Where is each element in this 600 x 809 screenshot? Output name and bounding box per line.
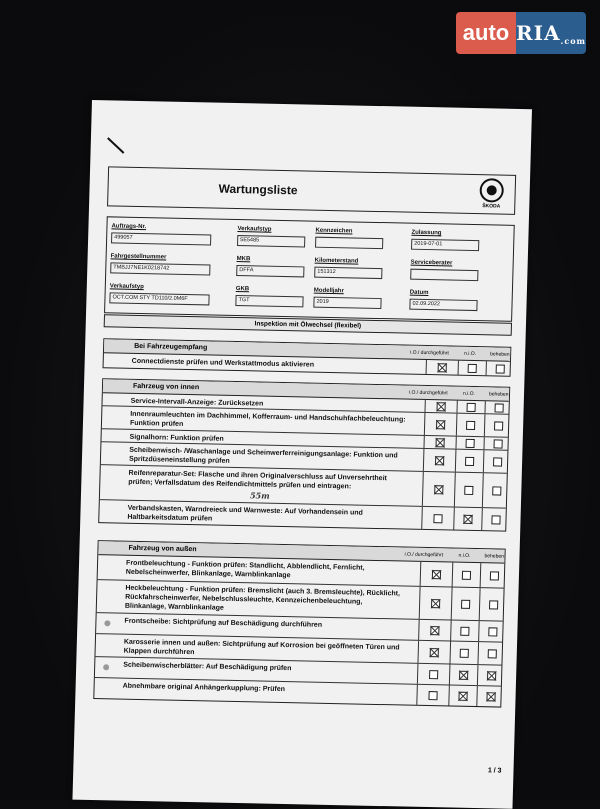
check-text: Karosserie innen und außen: Sichtprüfung auf Korrosion bei geöffneten Türen und Klappen durchführen <box>123 638 400 657</box>
column-divider <box>448 685 450 705</box>
info-label: Modelljahr <box>313 287 344 295</box>
column-divider <box>418 620 420 640</box>
bullet-icon <box>104 620 110 626</box>
column-divider <box>455 450 457 472</box>
info-value: 499057 <box>111 232 211 245</box>
column-header: i.O./ durchgeführt <box>404 551 444 559</box>
title-box <box>107 166 516 215</box>
column-divider <box>481 508 483 530</box>
ok-checkbox[interactable] <box>437 402 446 411</box>
maintenance-sheet <box>72 100 532 809</box>
check-text: Service-Intervall-Anzeige: Zurücksetzen <box>130 397 264 408</box>
check-text: Frontscheibe: Sichtprüfung auf Beschädigung durchführen <box>124 617 323 629</box>
fix-checkbox[interactable] <box>491 515 500 524</box>
fix-checkbox[interactable] <box>488 627 497 636</box>
ok-checkbox[interactable] <box>429 670 438 679</box>
column-divider <box>477 665 479 685</box>
ok-checkbox[interactable] <box>438 363 447 372</box>
check-text: Verbandskasten, Warndreieck und Warnweste: Auf Vorhandensein und Haltbarkeitsdatum prüfen <box>127 504 363 523</box>
info-value: DFFA <box>236 265 304 277</box>
section-1 <box>103 338 512 377</box>
order-info-grid <box>104 216 515 321</box>
check-text: Innenraumleuchten im Dachhimmel, Kofferraum- und Handschuhfachbeleuchtung: Funktion prüfen <box>129 410 406 428</box>
bullet-icon <box>103 664 109 670</box>
column-divider <box>421 507 423 529</box>
ok-checkbox[interactable] <box>435 456 444 465</box>
column-header: n.i.O. <box>458 552 471 559</box>
fix-checkbox[interactable] <box>487 671 496 680</box>
column-header: beheben <box>488 391 509 398</box>
section-2 <box>98 378 510 531</box>
column-divider <box>423 449 425 471</box>
nok-checkbox[interactable] <box>468 364 477 373</box>
column-divider <box>484 401 485 413</box>
inspection-title: Inspektion mit Ölwechsel (flexibel) <box>104 314 512 336</box>
column-divider <box>424 413 426 435</box>
check-text: Frontbeleuchtung - Funktion prüfen: Standlicht, Abblendlicht, Fernlicht, Nebelscheinwerfer, Blinkanlage, Warnblinkanlage <box>125 559 365 580</box>
ok-checkbox[interactable] <box>431 599 440 608</box>
page-number: 1 / 3 <box>487 767 502 775</box>
section-title: Bei Fahrzeugempfang <box>134 342 208 352</box>
info-field <box>411 230 480 251</box>
fix-checkbox[interactable] <box>493 457 502 466</box>
column-divider <box>449 664 451 684</box>
column-divider <box>417 664 419 684</box>
column-divider <box>454 473 456 507</box>
ok-checkbox[interactable] <box>436 438 445 447</box>
info-label: Auftrags-Nr. <box>111 223 147 231</box>
nok-checkbox[interactable] <box>462 571 471 580</box>
info-value <box>315 237 383 249</box>
nok-checkbox[interactable] <box>460 649 469 658</box>
info-label: Kilometerstand <box>314 257 359 265</box>
info-label: Datum <box>409 289 429 297</box>
column-divider <box>453 508 455 530</box>
column-divider <box>450 621 452 641</box>
nok-checkbox[interactable] <box>466 439 475 448</box>
column-header: n.i.O. <box>464 350 477 358</box>
info-field <box>110 253 211 275</box>
nok-checkbox[interactable] <box>467 403 476 412</box>
autoria-watermark <box>456 12 586 54</box>
check-text: Signalhorn: Funktion prüfen <box>129 433 224 443</box>
column-divider <box>455 437 456 449</box>
check-text: Reifenreparatur-Set: Flasche und ihren Originalverschluss auf Unversehrtheit prüfen; Verfallsdatum des Reifendichtmittels prüfen und eintragen: <box>128 469 387 491</box>
nok-checkbox[interactable] <box>465 457 474 466</box>
section-title: Fahrzeug von innen <box>132 382 200 392</box>
ok-checkbox[interactable] <box>434 485 443 494</box>
info-field <box>410 260 479 281</box>
section-title: Fahrzeug von außen <box>128 544 197 554</box>
info-value: 5E5485 <box>237 235 305 247</box>
column-divider <box>423 436 424 448</box>
watermark-auto: auto <box>456 12 516 54</box>
column-divider <box>479 588 481 620</box>
pen-mark <box>107 137 124 154</box>
check-text: Scheibenwischerblätter: Auf Beschädigung prüfen <box>123 661 292 673</box>
handwritten-note: 55m <box>249 490 270 501</box>
nok-checkbox[interactable] <box>466 421 475 430</box>
fix-checkbox[interactable] <box>494 439 503 448</box>
nok-checkbox[interactable] <box>461 600 470 609</box>
fix-checkbox[interactable] <box>492 486 501 495</box>
column-divider <box>482 473 484 507</box>
nok-checkbox[interactable] <box>463 515 472 524</box>
ok-checkbox[interactable] <box>428 691 437 700</box>
info-value: TGT <box>235 295 303 307</box>
column-divider <box>424 400 425 412</box>
ok-checkbox[interactable] <box>432 570 441 579</box>
column-divider <box>483 450 485 472</box>
column-divider <box>456 401 457 413</box>
column-divider <box>478 621 480 641</box>
info-value <box>410 269 478 281</box>
info-label: Verkaufstyp <box>109 283 144 291</box>
column-divider <box>477 642 479 664</box>
check-text: Scheibenwisch- /Waschanlage und Scheinwerferreinigungsanlage: Funktion und Spritzdüseneinstellung prüfen <box>128 446 398 465</box>
nok-checkbox[interactable] <box>459 671 468 680</box>
check-text: Heckbeleuchtung - Funktion prüfen: Bremslicht (auch 3. Bremsleuchte), Rücklicht, Rückfahrscheinwerfer, Nebelschlussleuchte, Kennzeichenbeleuchtung, Blinkanlage, Warnblinkanlage <box>124 584 401 612</box>
info-label: Fahrgestellnummer <box>110 253 167 261</box>
check-text: Connectdienste prüfen und Werkstattmodus aktivieren <box>131 357 315 369</box>
nok-checkbox[interactable] <box>460 627 469 636</box>
fix-checkbox[interactable] <box>486 692 495 701</box>
info-value: TMBJJ7NE1K0218742 <box>110 262 210 275</box>
fix-checkbox[interactable] <box>488 649 497 658</box>
column-divider <box>419 587 421 619</box>
info-label: MKB <box>236 256 251 263</box>
fix-checkbox[interactable] <box>489 600 498 609</box>
column-divider <box>417 641 419 663</box>
watermark-ria: RIA .com <box>516 12 586 54</box>
column-divider <box>480 563 482 587</box>
column-divider <box>449 642 451 664</box>
info-value: 2019 <box>313 297 381 309</box>
info-field <box>315 228 384 249</box>
ok-checkbox[interactable] <box>430 648 439 657</box>
info-field <box>237 226 306 247</box>
info-label: Zulassung <box>411 229 442 237</box>
ok-checkbox[interactable] <box>433 514 442 523</box>
column-header: i.O./ durchgeführt <box>410 349 449 357</box>
column-divider <box>456 414 458 436</box>
info-label: Kennzeichen <box>315 227 353 235</box>
info-field <box>313 288 382 309</box>
section-3 <box>93 540 505 707</box>
nok-checkbox[interactable] <box>464 486 473 495</box>
ok-checkbox[interactable] <box>436 420 445 429</box>
column-divider <box>451 588 453 620</box>
column-divider <box>416 685 418 705</box>
column-divider <box>486 361 487 375</box>
info-label: GKB <box>235 286 250 293</box>
info-value: 2019-07-01 <box>411 239 479 251</box>
column-header: beheben <box>490 351 510 358</box>
info-value: 151312 <box>314 267 382 279</box>
info-field <box>111 223 212 245</box>
column-divider <box>452 563 454 587</box>
fix-checkbox[interactable] <box>494 421 503 430</box>
column-header: beheben <box>484 553 505 560</box>
column-divider <box>484 414 486 436</box>
info-field <box>314 258 383 279</box>
column-header: n.i.O. <box>462 390 476 398</box>
column-divider <box>476 686 478 706</box>
nok-checkbox[interactable] <box>458 692 467 701</box>
column-header: i.O./ durchgeführt <box>408 389 448 397</box>
doc-title: Wartungsliste <box>218 181 298 198</box>
info-value: OCT.COM STY TD110/2.0M6F <box>109 292 209 305</box>
fix-checkbox[interactable] <box>495 403 504 412</box>
skoda-logo-icon: ŠKODA <box>478 178 505 205</box>
info-value: 02.09.2022 <box>409 299 477 311</box>
check-text: Abnehmbare original Anhängerkupplung: Prüfen <box>122 682 286 694</box>
info-field <box>235 286 304 307</box>
info-field <box>409 290 478 311</box>
column-divider <box>458 361 459 375</box>
info-field <box>109 283 210 305</box>
info-label: Verkaufstyp <box>237 226 272 233</box>
info-field <box>236 256 305 277</box>
column-divider <box>426 360 427 374</box>
column-divider <box>483 437 484 449</box>
fix-checkbox[interactable] <box>496 364 505 373</box>
ok-checkbox[interactable] <box>430 626 439 635</box>
column-divider <box>420 562 422 586</box>
column-divider <box>422 472 424 506</box>
fix-checkbox[interactable] <box>490 571 499 580</box>
info-label: Serviceberater <box>410 259 453 267</box>
